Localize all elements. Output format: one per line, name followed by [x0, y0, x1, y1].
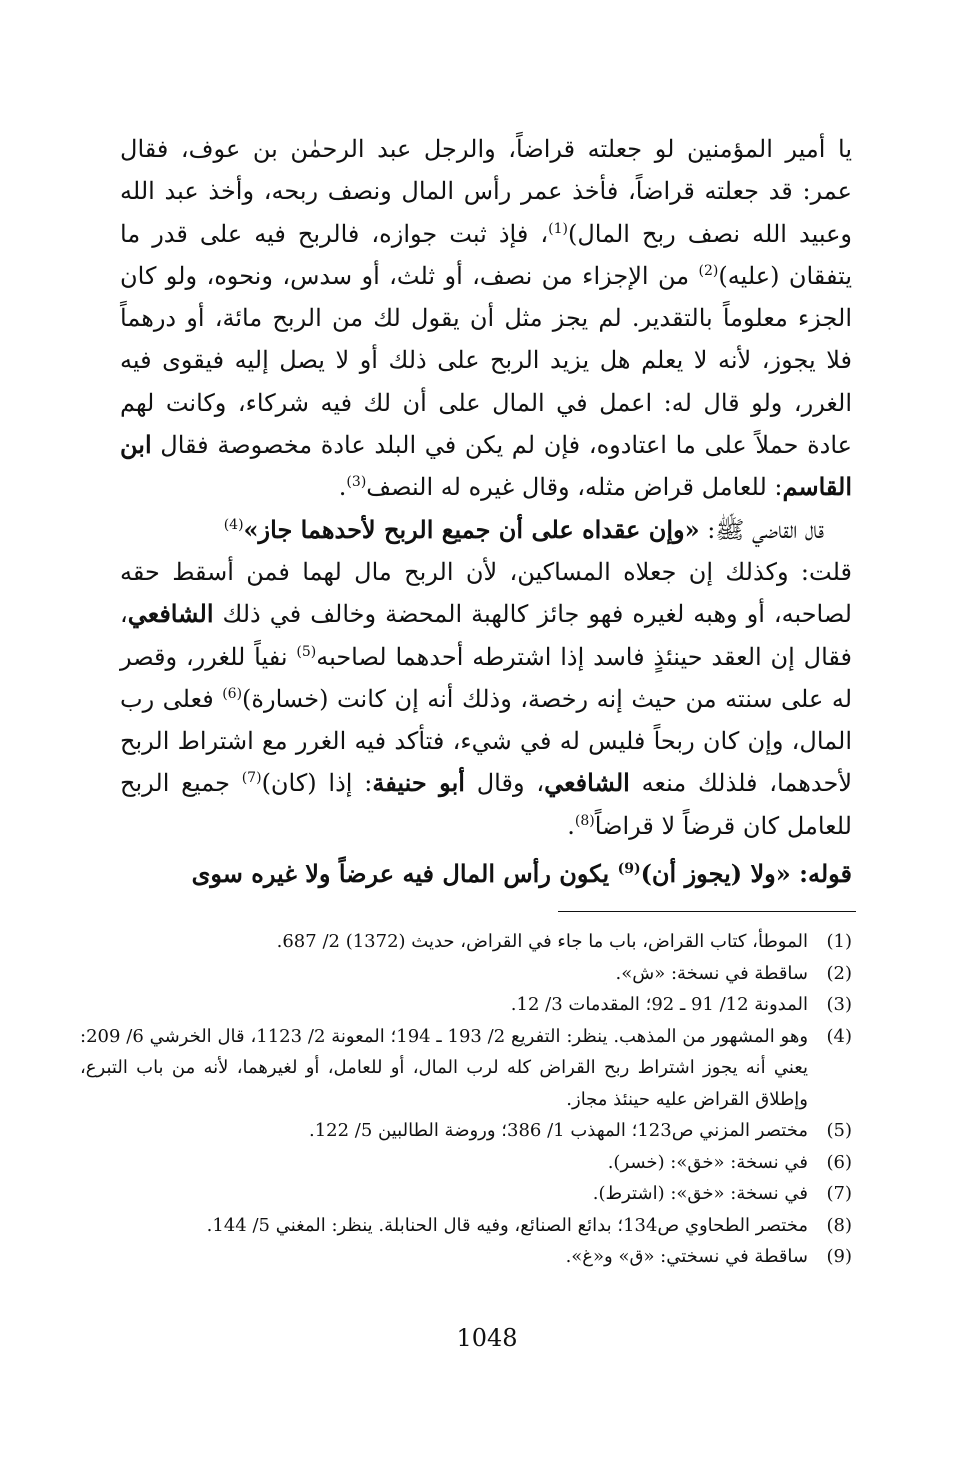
bold-name: الشافعي — [127, 599, 214, 629]
bold-quote: «وإن عقداه على أن جميع الربح لأحدهما جاز» — [243, 514, 700, 544]
footnote-ref: (6) — [222, 685, 243, 702]
bold-name: أبو حنيفة — [372, 768, 465, 798]
bold-name: ابن القاسم — [120, 430, 852, 502]
footnote-text: المدونة 12/ 91 ـ 92؛ المقدمات 3/ 12. — [510, 994, 808, 1015]
footnote-text: وهو المشهور من المذهب. ينظر: التفريع 2/ 193 ـ 194؛ المعونة 2/ 1123، قال الخرشي 6/ 209: يعني أنه يجوز اشتراط ربح القراض كله لرب المال، أو للعامل، أو لغيرهما، لأنه من باب التبرع، وإطلاق القراض عليه حينئذ مجاز. — [80, 1025, 809, 1110]
page-number: 1048 — [456, 1324, 518, 1352]
footnote-item — [80, 1241, 852, 1273]
text-run: يا أمير المؤمنين لو جعلته قراضاً، والرجل عبد الرحمٰن بن عوف، فقال عمر: قد جعلته قراضاً، فأخذ عمر رأس المال ونصف ربحه، وأخذ عبد الله وعبيد الله نصف ربح المال) — [120, 135, 852, 248]
footnote-ref: (2) — [698, 262, 719, 279]
footnote-number: (9) — [826, 1246, 852, 1267]
footnote-number: (3) — [826, 994, 852, 1015]
text-run: ، فقال إن العقد حينئذٍ فاسد إذا اشترطه أحدهما لصاحبه — [120, 600, 852, 671]
paragraph-1 — [120, 128, 852, 509]
footnote-item — [80, 1021, 852, 1116]
footnote-item — [80, 1115, 852, 1147]
footnote-item — [80, 1147, 852, 1179]
footnote-item — [80, 958, 852, 990]
main-text — [120, 128, 852, 895]
footnote-ref: (9) — [617, 861, 641, 878]
text-run: قوله: «ولا (يجوز أن) — [640, 859, 852, 889]
footnote-text: ساقطة في نسختي: «ق» و«غ». — [565, 1246, 808, 1267]
text-run: . — [338, 473, 347, 502]
text-run: يكون رأس المال فيه عرضاً ولا غيره سوى — [191, 859, 618, 889]
footnote-text: مختصر المزني ص123؛ المهذب 1/ 386؛ وروضة الطالبين 5/ 122. — [308, 1120, 808, 1141]
footnote-item — [80, 1178, 852, 1210]
text-run: . — [567, 811, 575, 840]
footnote-ref: (7) — [241, 770, 262, 787]
footnote-text: في نسخة: «خق»: (اشترط). — [592, 1183, 808, 1204]
text-run: قال القاضي ﷺ: — [699, 515, 824, 544]
paragraph-3 — [120, 551, 852, 847]
text-run: فعلى رب المال، وإن كان ربحاً فليس له في شيء، فتأكد فيه الغرر مع اشتراط الربح لأحدهما، فلذلك منعه — [120, 684, 853, 798]
footnote-item — [80, 926, 852, 958]
text-run: ، فإذ ثبت جوازه، فالربح فيه على قدر ما يتفقان (عليه) — [120, 219, 853, 290]
footnote-number: (7) — [826, 1183, 852, 1204]
paragraph-2 — [120, 509, 852, 551]
footnote-ref: (8) — [574, 812, 595, 829]
footnote-number: (4) — [826, 1025, 852, 1047]
footnote-text: في نسخة: «خق»: (خسر). — [607, 1151, 808, 1173]
footnote-number: (2) — [826, 962, 852, 984]
paragraph-4 — [120, 853, 852, 895]
footnote-ref: (3) — [346, 474, 367, 491]
footnote-item — [80, 989, 852, 1021]
footnote-number: (6) — [826, 1151, 852, 1173]
footnote-number: (1) — [826, 931, 852, 952]
footnote-item — [80, 1210, 852, 1242]
text-run: قلت: وكذلك إن جعلاه المساكين، لأن الربح مال لهما فمن أسقط حقه لصاحبه، أو وهبه لغيره فهو جائز كالهبة المحضة وخالف في ذلك — [120, 557, 852, 629]
footnote-text: ساقطة في نسخة: «ش». — [615, 962, 808, 984]
footnote-number: (8) — [826, 1214, 852, 1236]
footnote-ref: (4) — [223, 516, 244, 533]
footnote-separator — [558, 911, 856, 912]
footnote-text: الموطأ، كتاب القراض، باب ما جاء في القراض، حديث (1372) 2/ 687. — [276, 931, 808, 952]
footnote-text: مختصر الطحاوي ص134؛ بدائع الصنائع، وفيه قال الحنابلة. ينظر: المغني 5/ 144. — [206, 1214, 808, 1236]
text-run: ، وقال — [464, 769, 545, 798]
text-run: جميع الربح للعامل كان قرضاً لا قراضاً — [120, 769, 852, 840]
footnotes — [80, 926, 852, 1273]
text-run: نفياً للغرر، وقصر له على سنته من حيث إنه رخصة، وذلك أنه إن كانت (خسارة) — [120, 642, 853, 713]
text-run: : للعامل قراض مثله، وقال غيره له النصف — [366, 473, 783, 502]
text-run: : إذا (كان) — [261, 769, 373, 798]
footnote-number: (5) — [826, 1120, 852, 1141]
bold-name: الشافعي — [544, 768, 630, 798]
footnote-ref: (1) — [548, 220, 568, 237]
footnote-ref: (5) — [296, 643, 317, 660]
text-run: من الإجزاء من نصف، أو ثلث، أو سدس، ونحوه، ولو كان الجزء معلوماً بالتقدير. لم يجز مثل أن يقول لك من الربح مائة، أو درهماً فلا يجوز، لأنه لا يعلم هل يزيد الربح على ذلك أو لا يصل إليه فيقوى فيه الغرر، ولو قال له: اعمل في المال على أن لك فيه شركاء، وكانت لهم عادة حملاً على ما اعتادوه، فإن لم يكن في البلد عادة مخصوصة فقال — [120, 261, 852, 460]
